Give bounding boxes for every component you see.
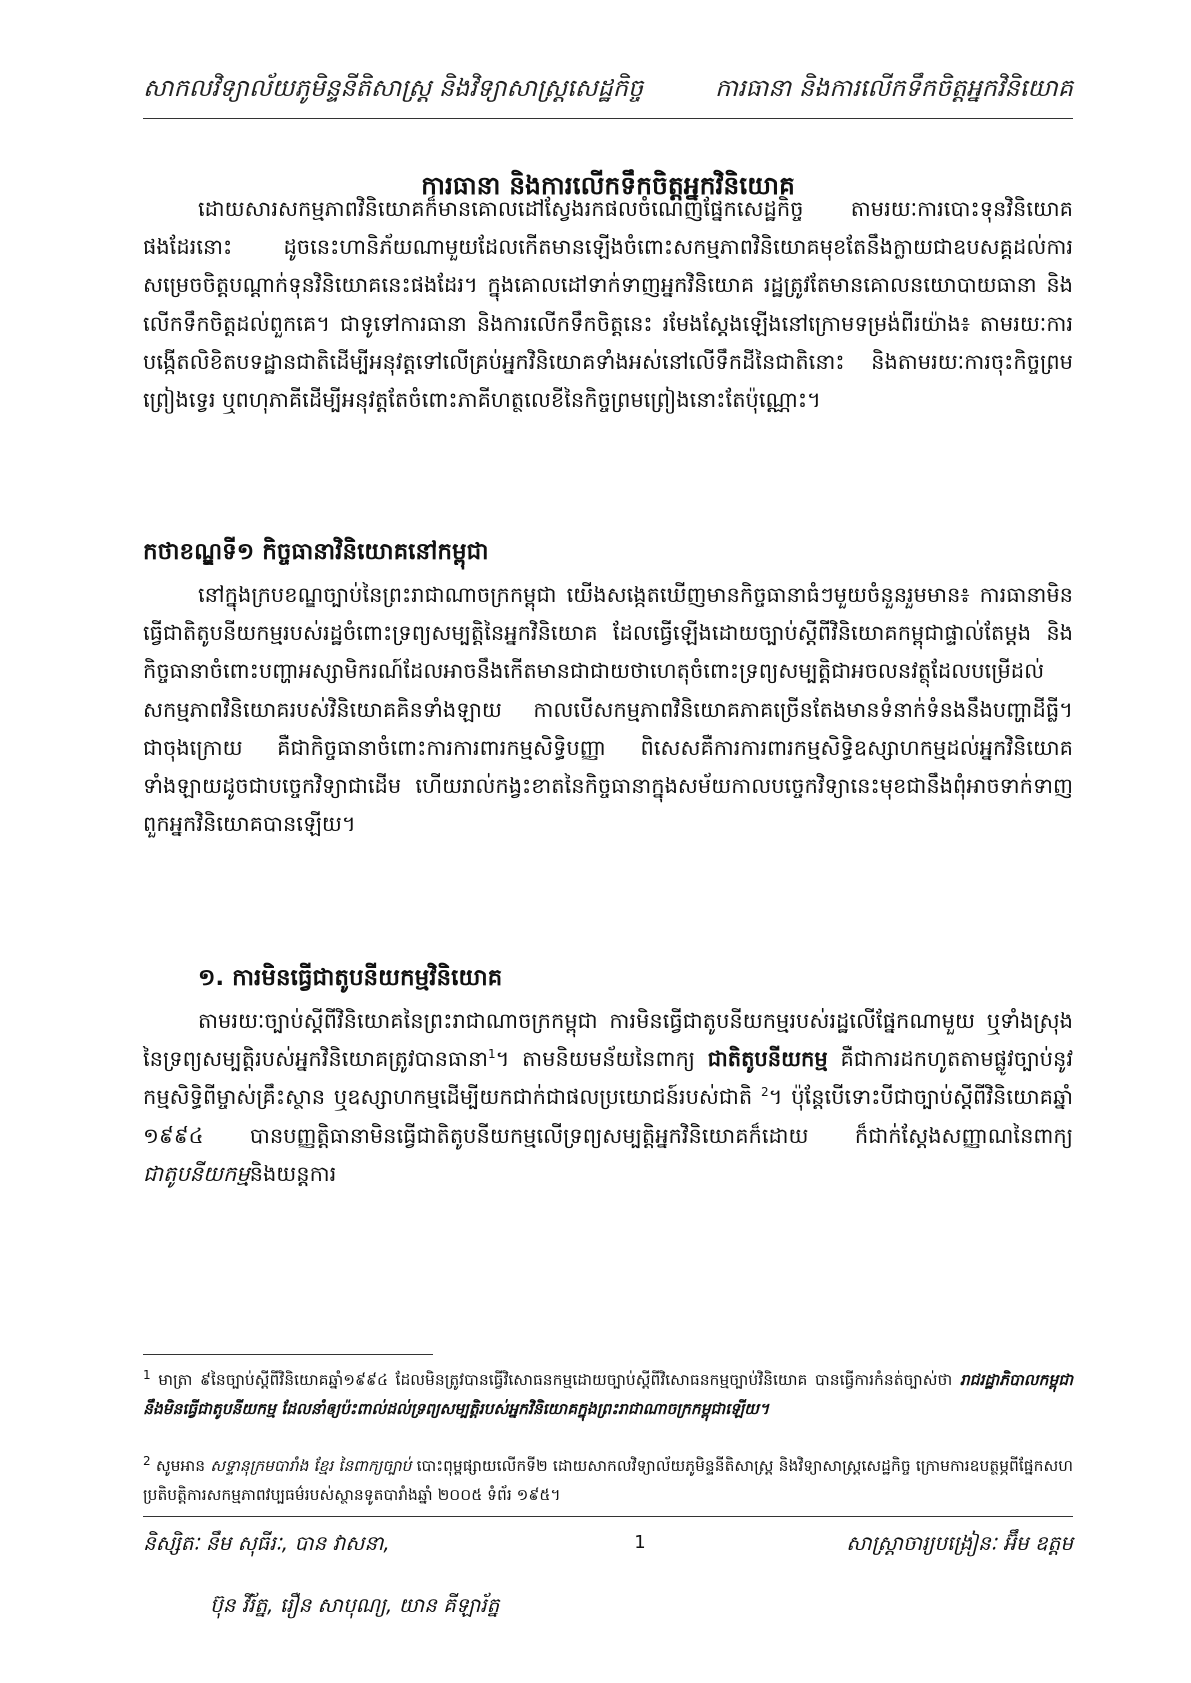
footnote-text: សូមអាន bbox=[155, 1457, 211, 1475]
paragraph-text: គឺជាការដកហូតតាមផ្លូវច្បាប់នូវកម្មសិទ្ធិពីម្ចាស់គ្រឹះស្ថាន ឬឧស្សាហកម្មដើម្បីយកជាក់ជាផលប្រយោជន៍របស់ជាតិ bbox=[143, 1047, 1074, 1110]
paragraph-text: តាមរយៈច្បាប់ស្តីពីវិនិយោគនៃព្រះរាជាណាចក្រកម្ពុជា ការមិនធ្វើជាតូបនីយកម្មរបស់រដ្ឋលើផ្នែកណាមួយ ឬទាំងស្រុងនៃទ្រព្យសម្បត្តិរបស់អ្នកវិនិយោគត្រូវបានធានា bbox=[143, 1009, 1073, 1072]
footer-students-cont: ប៊ុន វីរ័ត្ន, រឿន សាបុណ្យ, យាន គីឡារ័ត្ន bbox=[210, 1593, 500, 1617]
footer-divider bbox=[143, 1516, 1073, 1517]
footnote-2 bbox=[143, 1452, 1073, 1510]
italic-term: ជាតូបនីយកម្ម bbox=[143, 1161, 250, 1186]
footnote-italic: សទ្ទានុក្រមបារាំង ខ្មែរ នៃពាក្យច្បាប់ bbox=[210, 1457, 412, 1475]
footnote-text: មាត្រា ៩នៃច្បាប់ស្តីពីវិនិយោគឆ្នាំ១៩៩៤ ដែលមិនត្រូវបានធ្វើវិសោធនកម្មដោយច្បាប់ស្តីពីវិសោធនកម្មច្បាប់វិនិយោគ បានធ្វើការកំនត់ច្បាស់ថា bbox=[158, 1371, 960, 1389]
footer-students: និស្សិតៈ នឹម សុធីរៈ, បាន វាសនា, bbox=[143, 1531, 390, 1555]
footnote-mark: 2 bbox=[143, 1453, 151, 1468]
footer-lecturer: សាស្ត្រាចារ្យបង្រៀនៈ អ៊ឹម ឧត្តម bbox=[846, 1531, 1073, 1555]
header-divider bbox=[143, 118, 1073, 119]
footnote-emphasis: រាជរដ្ឋាភិបាលកម្ពុជា នឹងមិនធ្វើជាតូបនីយកម្ម ដែលនាំឲ្យប៉ះពាល់ដល់ទ្រព្យសម្បត្តិរបស់អ្នកវិនិយោគក្នុងព្រះរាជាណាចក្រកម្ពុជាឡើយ។ bbox=[143, 1371, 1073, 1418]
footnote-mark: 1 bbox=[143, 1367, 151, 1382]
subsection-paragraph bbox=[143, 1002, 1073, 1193]
paragraph-text: និងយន្តការ bbox=[249, 1161, 337, 1186]
intro-paragraph: ដោយសារសកម្មភាពវិនិយោគក៏មានគោលដៅស្វែងរកផលចំណេញផ្នែកសេដ្ឋកិច្ច តាមរយៈការបោះទុនវិនិយោគផងដែរនោះ ដូចនេះហានិភ័យណាមួយដែលកើតមានឡើងចំពោះសកម្មភាពវិនិយោគមុខតែនឹងក្លាយជាឧបសគ្គដល់ការសម្រេចចិត្តបណ្តាក់ទុនវិនិយោគនេះផងដែរ។ ក្នុងគោលដៅទាក់ទាញអ្នកវិនិយោគ រដ្ឋត្រូវតែមានគោលនយោបាយធានា និងលើកទឹកចិត្តដល់ពួកគេ។ ជាទូទៅការធានា និងការលើកទឹកចិត្តនេះ រមែងស្តែងឡើងនៅក្រោមទម្រង់ពីរយ៉ាង៖ តាមរយៈការបង្កើតលិខិតបទដ្ឋានជាតិដើម្បីអនុវត្តទៅលើគ្រប់អ្នកវិនិយោគទាំងអស់នៅលើទឹកដីនៃជាតិនោះ និងតាមរយៈការចុះកិច្ចព្រមព្រៀងទ្វេរ ឬពហុភាគីដើម្បីអនុវត្តតែចំពោះភាគីហត្ថលេខីនៃកិច្ចព្រមព្រៀងនោះតែប៉ុណ្ណោះ។ bbox=[143, 197, 1073, 413]
footnote-1 bbox=[143, 1366, 1073, 1424]
paragraph-text: ។ ប៉ុន្តែបើទោះបីជាច្បាប់ស្តីពីវិនិយោគឆ្នាំ ១៩៩៤ បានបញ្ញត្តិធានាមិនធ្វើជាតិតូបនីយកម្មលើទ្រព្យសម្បត្តិអ្នកវិនិយោគក៏ដោយ ក៏ជាក់ស្តែងសញ្ញាណនៃពាក្យ bbox=[143, 1085, 1073, 1148]
footnote-ref-1[interactable]: 1 bbox=[487, 1047, 496, 1062]
subsection-heading: ១. ការមិនធ្វើជាតូបនីយកម្មវិនិយោគ bbox=[198, 965, 503, 991]
running-header bbox=[143, 72, 1073, 104]
section-paragraph: នៅក្នុងក្របខណ្ឌច្បាប់នៃព្រះរាជាណាចក្រកម្ពុជា យើងសង្កេតឃើញមានកិច្ចធានាធំៗមួយចំនួនរួមមាន៖ ការធានាមិនធ្វើជាតិតូបនីយកម្មរបស់រដ្ឋចំពោះទ្រព្យសម្បត្តិនៃអ្នកវិនិយោគ ដែលធ្វើឡើងដោយច្បាប់ស្តីពីវិនិយោគកម្ពុជាផ្ទាល់តែម្តង និងកិច្ចធានាចំពោះបញ្ហាអស្សាមិករណ៍ដែលអាចនឹងកើតមានជាជាយថាហេតុចំពោះទ្រព្យសម្បត្តិជាអចលនវត្ថុដែលបម្រើដល់សកម្មភាពវិនិយោគរបស់វិនិយោគគិនទាំងឡាយ កាលបើសកម្មភាពវិនិយោគភាគច្រើនតែងមានទំនាក់ទំនងនឹងបញ្ហាដីធ្លី។ ជាចុងក្រោយ គឺជាកិច្ចធានាចំពោះការការពារកម្មសិទ្ធិបញ្ញា ពិសេសគឺការការពារកម្មសិទ្ធិឧស្សាហកម្មដល់អ្នកវិនិយោគទាំងឡាយដូចជាបច្ចេកវិទ្យាជាដើម ហើយរាល់កង្វះខាតនៃកិច្ចធានាក្នុងសម័យកាលបច្ចេកវិទ្យានេះមុខជានឹងពុំអាចទាក់ទាញពួកអ្នកវិនិយោគបានឡើយ។ bbox=[143, 583, 1073, 837]
footnote-divider bbox=[143, 1354, 433, 1355]
footnote-text: បោះពុម្ពផ្សាយលើកទី២ ដោយសាកលវិទ្យាល័យភូមិន្ទនីតិសាស្ត្រ និងវិទ្យាសាស្ត្រសេដ្ឋកិច្ច ក្រោមការឧបត្ថម្ភពីផ្នែកសហប្រតិបត្តិការសកម្មភាពវប្បធម៌របស់ស្ថានទូតបារាំងឆ្នាំ ២០០៥ ទំព័រ ១៩៥។ bbox=[143, 1457, 1073, 1504]
footnote-ref-2[interactable]: 2 bbox=[760, 1085, 769, 1100]
section-heading: កថាខណ្ឌទី១ កិច្ចធានាវិនិយោគនៅកម្ពុជា bbox=[143, 539, 489, 565]
page-number: 1 bbox=[634, 1532, 646, 1553]
header-left: សាកលវិទ្យាល័យភូមិន្ទនីតិសាស្ត្រ និងវិទ្យាសាស្ត្រសេដ្ឋកិច្ច bbox=[143, 74, 644, 102]
paragraph-text: ។ តាមនិយមន័យនៃពាក្យ bbox=[495, 1047, 708, 1072]
page-title: ការធានា និងការលើកទឹកចិត្តអ្នកវិនិយោគ bbox=[421, 171, 795, 200]
header-right: ការធានា និងការលើកទឹកចិត្តអ្នកវិនិយោគ bbox=[714, 74, 1073, 102]
bold-term: ជាតិតូបនីយកម្ម bbox=[707, 1047, 828, 1072]
